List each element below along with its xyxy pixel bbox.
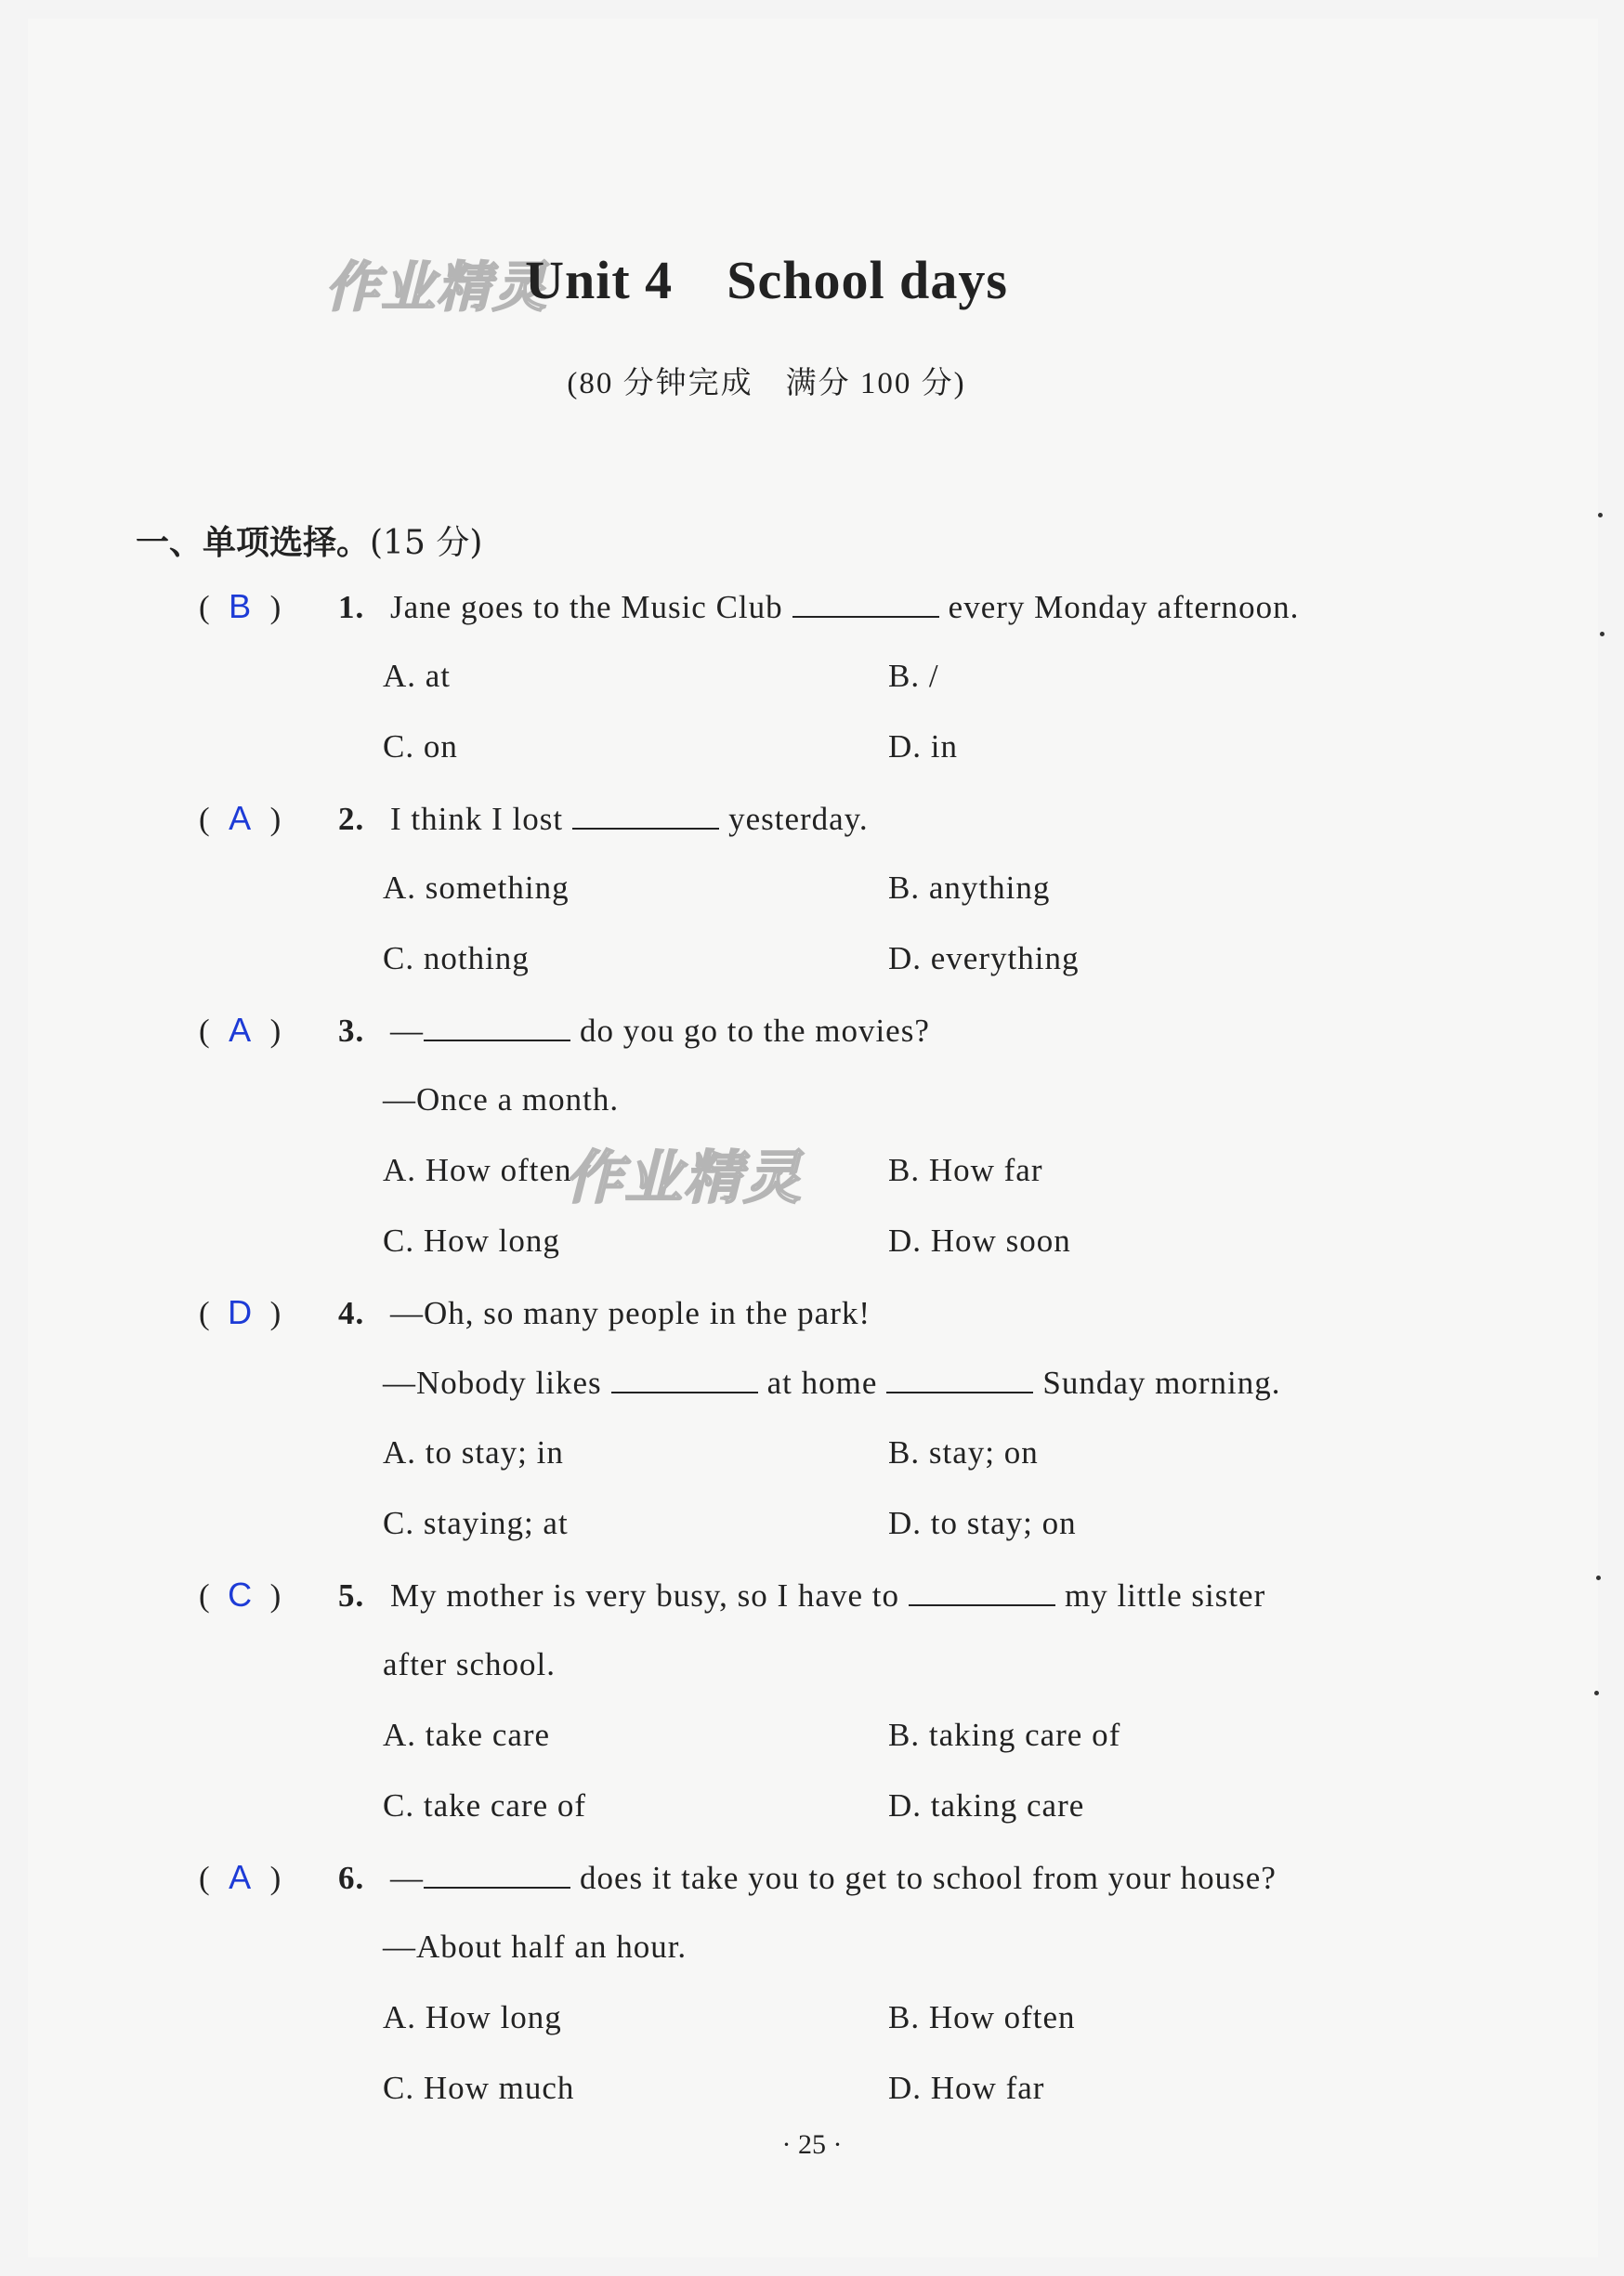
page xyxy=(28,19,1598,2257)
option: D. taking care xyxy=(888,1787,1085,1824)
answer-blank xyxy=(424,1012,570,1041)
option: D. How far xyxy=(888,2070,1045,2106)
question-2: ( A ) 2. I think I lost yesterday. xyxy=(199,799,869,837)
question-3: ( A ) 3. — do you go to the movies? xyxy=(199,1011,930,1049)
option: D. everything xyxy=(888,940,1080,976)
question-text: — xyxy=(390,1013,424,1049)
page-subtitle: (80 分钟完成 满分 100 分) xyxy=(567,367,966,400)
margin-mark xyxy=(1596,1576,1601,1580)
page-number: · 25 · xyxy=(781,2129,843,2160)
margin-mark xyxy=(1598,513,1603,517)
question-text: My mother is very busy, so I have to xyxy=(390,1577,899,1614)
question-text: after school. xyxy=(383,1646,556,1682)
question-number: 5. xyxy=(338,1577,365,1614)
option: C. staying; at xyxy=(383,1505,569,1541)
option: A. at xyxy=(383,658,452,694)
margin-mark xyxy=(1594,1691,1599,1695)
answer: D xyxy=(228,1293,254,1331)
question-text xyxy=(383,1364,1281,1402)
answer: C xyxy=(228,1576,254,1614)
section-score: (15 分) xyxy=(370,524,483,562)
unit-number: Unit 4 xyxy=(525,250,674,310)
option: D. in xyxy=(888,728,958,765)
question-text-part: Sunday morning. xyxy=(1042,1365,1281,1401)
option: A. How often xyxy=(383,1152,572,1188)
page-title xyxy=(0,249,1533,311)
answer-blank xyxy=(572,800,719,830)
question-4: ( D ) 4. —Oh, so many people in the park! xyxy=(199,1293,871,1331)
option: A. to stay; in xyxy=(383,1434,564,1471)
option: A. How long xyxy=(383,1999,562,2035)
unit-name: School days xyxy=(727,250,1008,310)
question-number: 2. xyxy=(338,801,365,837)
answer-blank xyxy=(424,1859,570,1889)
question-text-part: —Nobody likes xyxy=(383,1365,602,1401)
option: D. How soon xyxy=(888,1223,1071,1259)
answer-blank xyxy=(611,1364,758,1393)
option: B. / xyxy=(888,658,939,694)
answer-blank xyxy=(792,588,939,618)
question-text: —Oh, so many people in the park! xyxy=(390,1295,871,1331)
option: C. How much xyxy=(383,2070,575,2106)
question-text: my little sister xyxy=(1064,1577,1266,1614)
question-text: Jane goes to the Music Club xyxy=(390,589,783,625)
option: C. on xyxy=(383,728,458,765)
answer-blank xyxy=(909,1576,1055,1606)
question-text: —Once a month. xyxy=(383,1081,620,1118)
option: B. taking care of xyxy=(888,1717,1121,1753)
answer: A xyxy=(229,1011,253,1049)
section-heading xyxy=(136,517,482,564)
question-text-part: at home xyxy=(766,1365,878,1401)
question-number: 3. xyxy=(338,1013,365,1049)
option: C. How long xyxy=(383,1223,560,1259)
question-text: I think I lost xyxy=(390,801,564,837)
question-text: — xyxy=(390,1860,424,1896)
question-text: does it take you to get to school from your house? xyxy=(580,1860,1277,1896)
question-number: 6. xyxy=(338,1860,365,1896)
option: C. take care of xyxy=(383,1787,587,1824)
watermark: 作业精灵 xyxy=(565,1144,804,1211)
question-text: every Monday afternoon. xyxy=(948,589,1300,625)
answer: A xyxy=(229,1858,253,1896)
answer: B xyxy=(229,587,253,625)
answer-blank xyxy=(886,1364,1033,1393)
question-number: 1. xyxy=(338,589,365,625)
margin-mark xyxy=(1600,632,1604,636)
question-text: yesterday. xyxy=(728,801,869,837)
section-label: 一、单项选择。 xyxy=(136,523,371,562)
watermark: 作业精灵 xyxy=(325,255,549,319)
option: B. How often xyxy=(888,1999,1076,2035)
question-1: ( B ) 1. Jane goes to the Music Club every Monday afternoon. xyxy=(199,587,1300,625)
option: D. to stay; on xyxy=(888,1505,1077,1541)
answer: A xyxy=(229,799,253,837)
option: B. How far xyxy=(888,1152,1043,1188)
question-5: ( C ) 5. My mother is very busy, so I have to my little sister xyxy=(199,1576,1266,1614)
option: A. something xyxy=(383,870,570,906)
question-number: 4. xyxy=(338,1295,365,1331)
question-6: ( A ) 6. — does it take you to get to school from your house? xyxy=(199,1858,1277,1896)
option: A. take care xyxy=(383,1717,551,1753)
option: C. nothing xyxy=(383,940,530,976)
option: B. anything xyxy=(888,870,1051,906)
option: B. stay; on xyxy=(888,1434,1039,1471)
question-text: —About half an hour. xyxy=(383,1929,688,1965)
question-text: do you go to the movies? xyxy=(580,1013,930,1049)
